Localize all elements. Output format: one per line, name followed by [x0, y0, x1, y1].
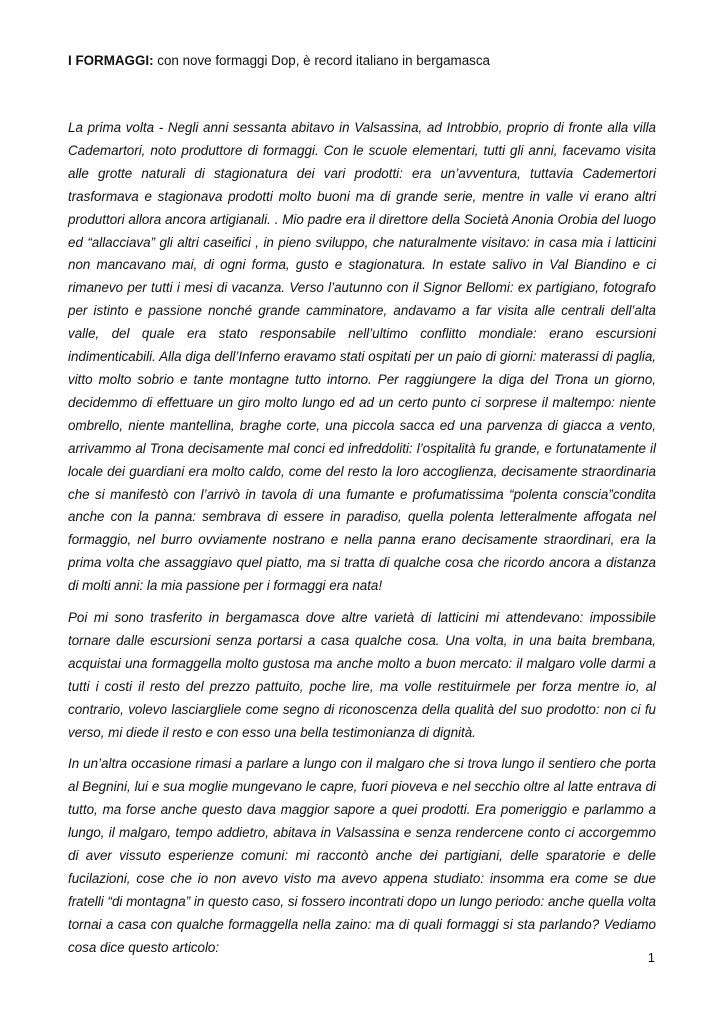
paragraph-1: La prima volta - Negli anni sessanta abitavo in Valsassina, ad Introbbio, proprio di fronte alla villa Cademartori, noto produttore di formaggi. Con le scuole elementari, tutti gli anni, facevamo visita alle grotte naturali di stagionatura dei vari prodotti: era un’avventura, tuttavia Cademertori trasformava e stagionava prodotti molto buoni ma di grande serie, mentre in valle vi erano altri produttori allora ancora artigianali. . Mio padre era il direttore della Società Anonia Orobia del luogo ed “allacciava” gli altri caseifici , in pieno sviluppo, che naturalmente visitavo: in casa mia i latticini non mancavano mai, di ogni forma, gusto e stagionatura. In estate salivo in Val Biandino e ci rimanevo per tutti i mesi di vacanza. Verso l’autunno con il Signor Bellomi: ex partigiano, fotografo per istinto e passione nonché grande camminatore, andavamo a far visita alle centrali dell’alta valle, del quale era stato responsabile nell’ultimo conflitto mondiale: erano escursioni indimenticabili. Alla diga dell’Inferno eravamo stati ospitati per un paio di giorni: materassi di paglia, vitto molto sobrio e tante montagne tutto intorno. Per raggiungere la diga del Trona un giorno, decidemmo di effettuare un giro molto lungo ed ad un certo punto ci sorprese il maltempo: niente ombrello, niente mantellina, braghe corte, una piccola sacca ed una parvenza di giacca a vento, arrivammo al Trona decisamente mal conci ed infreddoliti: l’ospitalità fu grande, e fortunatamente il locale dei guardiani era molto caldo, come del resto la loro accoglienza, decisamente straordinaria che si manifestò con l’arrivò in tavola di una fumante e profumatissima “polenta conscia”condita anche con la panna: sembrava di essere in paradiso, quella polenta letteralmente affogata nel formaggio, nel burro ovviamente nostrano e nella panna erano decisamente straordinari, era la prima volta che assaggiavo quel piatto, ma si tratta di qualche cosa che ricordo ancora a distanza di molti anni: la mia passione per i formaggi era nata!: [68, 120, 656, 594]
title-text: con nove formaggi Dop, è record italiano in bergamasca: [153, 53, 490, 68]
title-label: I FORMAGGI:: [68, 53, 154, 68]
article-title: [68, 52, 490, 69]
page-number: 1: [647, 950, 655, 965]
paragraph-3: In un’altra occasione rimasi a parlare a lungo con il malgaro che si trova lungo il sentiero che porta al Begnini, lui e sua moglie mungevano le capre, fuori pioveva e nel secchio oltre al latte entrava di tutto, ma forse anche questo dava maggior sapore a quei prodotti. Era pomeriggio e parlammo a lungo, il malgaro, tempo addietro, abitava in Valsassina e senza rendercene conto ci accorgemmo di aver vissuto esperienze comuni: mi raccontò anche dei partigiani, delle sparatorie e delle fucilazioni, cose che io non avevo visto ma avevo appena studiato: insomma era come se due fratelli “di montagna” in questo caso, si fossero incontrati dopo un lungo periodo: anche quella volta tornai a casa con qualche formaggella nella zaino: ma di quali formaggi si sta parlando? Vediamo cosa dice questo articolo:: [68, 756, 656, 955]
paragraph-2: Poi mi sono trasferito in bergamasca dove altre varietà di latticini mi attendevano: impossibile tornare dalle escursioni senza portarsi a casa qualche cosa. Una volta, in una baita brembana, acquistai una formaggella molto gustosa ma anche molto a buon mercato: il malgaro volle darmi a tutti i costi il resto del prezzo pattuito, poche lire, ma volle restituirmele per forza mentre io, al contrario, volevo lasciargliele come segno di riconoscenza della qualità del suo prodotto: non ci fu verso, mi diede il resto e con esso una bella testimonianza di dignità.: [68, 610, 656, 740]
article-body: [68, 117, 656, 969]
